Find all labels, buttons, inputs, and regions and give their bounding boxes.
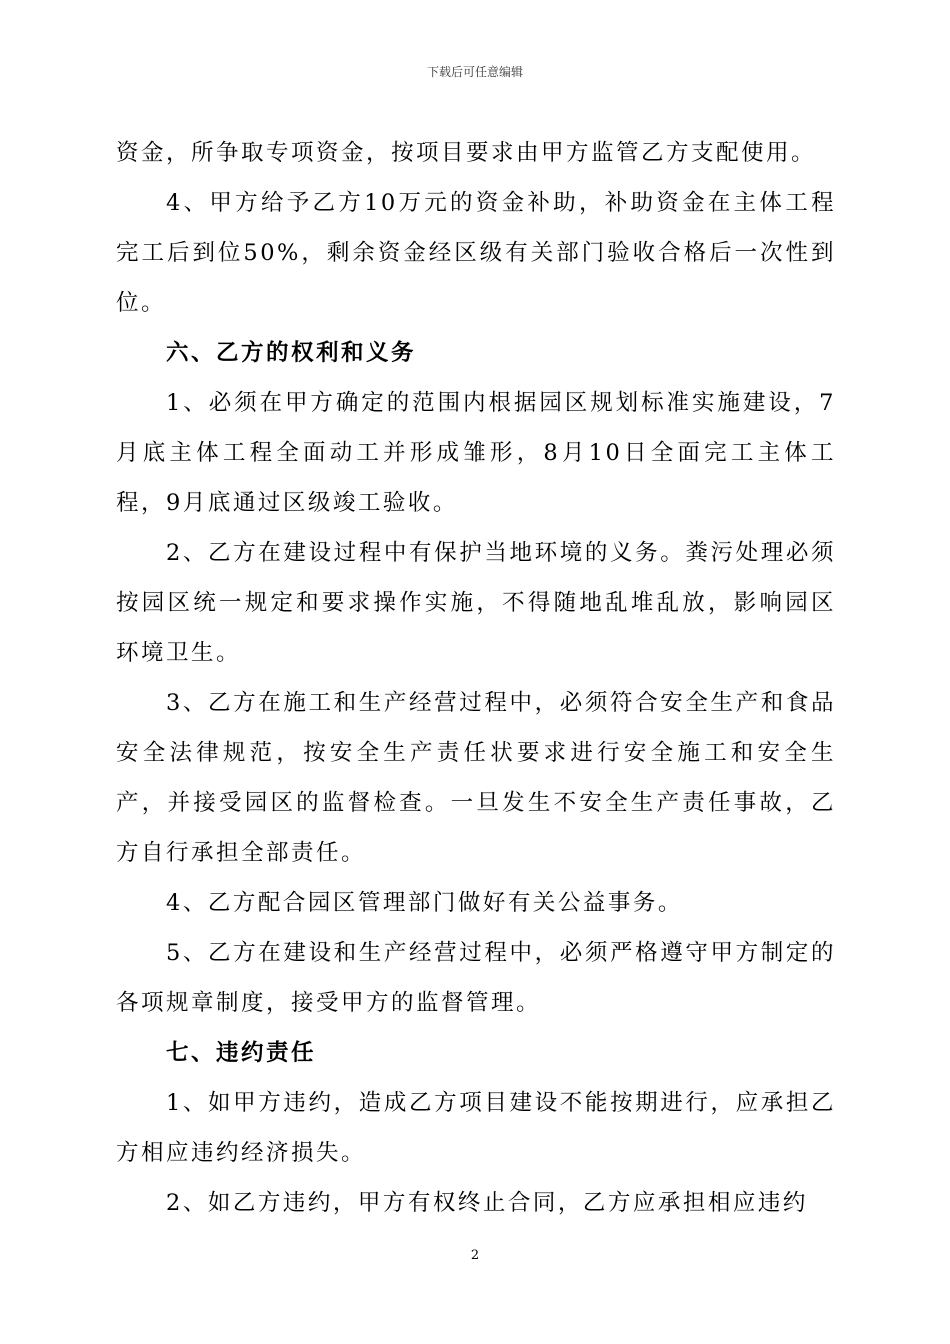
paragraph-clause-1-construction: 1、必须在甲方确定的范围内根据园区规划标准实施建设，7月底主体工程全面动工并形成雏形，8月10日全面完工主体工程，9月底通过区级竣工验收。 (116, 390, 836, 516)
section-heading-6: 六、乙方的权利和义务 (166, 340, 417, 366)
paragraph-clause-5-regulations: 5、乙方在建设和生产经营过程中，必须严格遵守甲方制定的各项规章制度，接受甲方的监督管理。 (116, 940, 836, 1016)
paragraph-breach-party-a: 1、如甲方违约，造成乙方项目建设不能按期进行，应承担乙方相应违约经济损失。 (116, 1090, 836, 1166)
paragraph-clause-4-public-affairs: 4、乙方配合园区管理部门做好有关公益事务。 (166, 890, 683, 916)
paragraph-breach-party-b: 2、如乙方违约，甲方有权终止合同，乙方应承担相应违约 (166, 1190, 808, 1216)
document-body (116, 128, 836, 1228)
paragraph-clause-2-environment: 2、乙方在建设过程中有保护当地环境的义务。粪污处理必须按园区统一规定和要求操作实施，不得随地乱堆乱放，影响园区环境卫生。 (116, 540, 836, 666)
page-number: 2 (470, 1248, 480, 1263)
page-header-note: 下载后可任意编辑 (426, 65, 523, 79)
paragraph-clause-3-safety: 3、乙方在施工和生产经营过程中，必须符合安全生产和食品安全法律规范，按安全生产责任状要求进行安全施工和安全生产，并接受园区的监督检查。一旦发生不安全生产责任事故，乙方自行承担全部责任。 (116, 690, 836, 866)
paragraph-clause-4-subsidy: 4、甲方给予乙方10万元的资金补助，补助资金在主体工程完工后到位50%，剩余资金经区级有关部门验收合格后一次性到位。 (116, 190, 836, 316)
paragraph-funds-continued: 资金，所争取专项资金，按项目要求由甲方监管乙方支配使用。 (116, 140, 817, 166)
section-heading-7: 七、违约责任 (166, 1040, 317, 1066)
